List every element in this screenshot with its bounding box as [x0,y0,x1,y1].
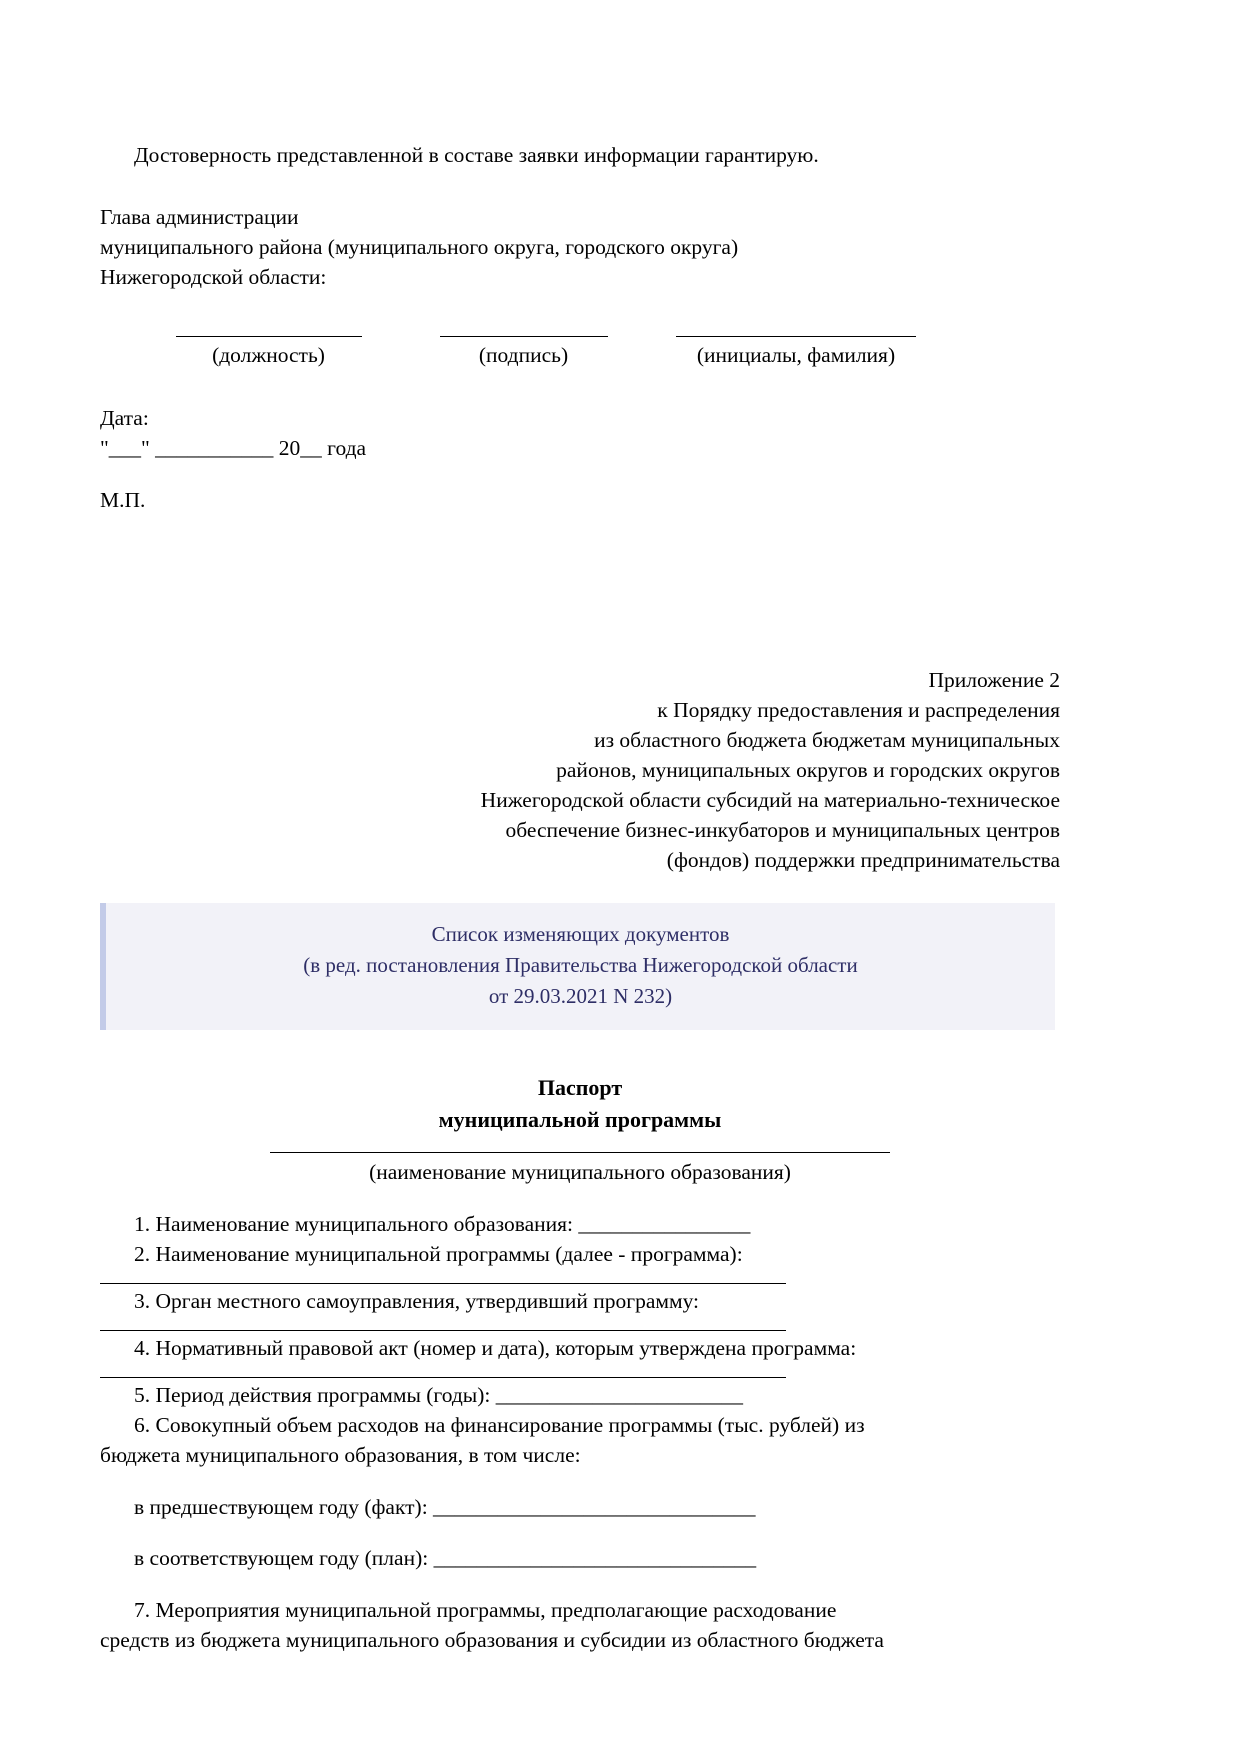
passport-title-line-2: муниципальной программы [438,1107,722,1132]
signature-rule [440,336,608,337]
item-6-line-1: 6. Совокупный объем расходов на финансирование программы (тыс. рублей) из [134,1413,865,1437]
date-block [100,403,1060,515]
declaration-paragraph: Достоверность представленной в составе заявки информации гарантирую. [134,143,819,167]
page-content [100,0,1060,1655]
addressee-line-2: муниципального района (муниципального округа, городского округа) [100,235,739,259]
position-caption: (должность) [212,343,325,367]
amendment-line-2: (в ред. постановления Правительства Нижегородской области [303,953,858,977]
passport-title [100,1072,1060,1136]
addressee-line-3: Нижегородской области: [100,265,327,289]
appendix-ref-line-5: Нижегородской области субсидий на материально-техническое [480,788,1060,812]
item-6-sub-2: в соответствующем году (план): ______________________________ [134,1546,757,1570]
addressee-line-1: Глава администрации [100,205,299,229]
signature-cell-signature [401,336,646,369]
stamp-marker: М.П. [100,488,146,512]
municipality-name-caption: (наименование муниципального образования) [369,1160,791,1184]
addressee-block [100,202,1060,292]
amendment-line-3: от 29.03.2021 N 232) [488,984,673,1008]
appendix-ref-line-2: к Порядку предоставления и распределения [657,698,1060,722]
signature-cell-fullname [646,336,946,369]
appendix-ref-line-6: обеспечение бизнес-инкубаторов и муниципальных центров [505,818,1060,842]
position-rule [176,336,362,337]
passport-title-line-1: Паспорт [537,1075,623,1100]
fullname-rule [676,336,916,337]
item-6-sub-1: в предшествующем году (факт): ______________________________ [134,1494,756,1519]
item-4: 4. Нормативный правовой акт (номер и дата), которым утверждена программа: [134,1336,857,1360]
passport-items [100,1209,1060,1655]
appendix-reference [100,665,1060,875]
signature-cell-position [136,336,401,369]
signature-row [100,336,1060,369]
appendix-ref-line-3: из областного бюджета бюджетам муниципальных [594,728,1060,752]
appendix-ref-line-4: районов, муниципальных округов и городских округов [556,758,1060,782]
item-3-blank-rule [100,1330,786,1331]
item-2: 2. Наименование муниципальной программы (далее - программа): [134,1242,743,1266]
item-3: 3. Орган местного самоуправления, утвердивший программу: [134,1289,700,1313]
item-5: 5. Период действия программы (годы): _______________________ [134,1383,743,1407]
item-7-line-1: 7. Мероприятия муниципальной программы, предполагающие расходование [134,1597,837,1622]
item-1: 1. Наименование муниципального образования: ________________ [134,1212,751,1236]
item-6-line-2: бюджета муниципального образования, в том числе: [100,1443,581,1467]
item-7-line-2: средств из бюджета муниципального образования и субсидии из областного бюджета [100,1627,884,1652]
date-blank-line: "___" ___________ 20__ года [100,436,367,460]
municipality-name-rule [270,1152,890,1153]
amendment-notice-box [100,903,1055,1030]
amendment-line-1: Список изменяющих документов [431,922,730,946]
signature-caption: (подпись) [478,343,569,367]
item-4-blank-rule [100,1377,786,1378]
date-label: Дата: [100,406,149,430]
appendix-ref-line-7: (фондов) поддержки предпринимательства [666,848,1060,872]
appendix-ref-line-1: Приложение 2 [928,668,1060,692]
item-2-blank-rule [100,1283,786,1284]
fullname-caption: (инициалы, фамилия) [696,343,896,367]
